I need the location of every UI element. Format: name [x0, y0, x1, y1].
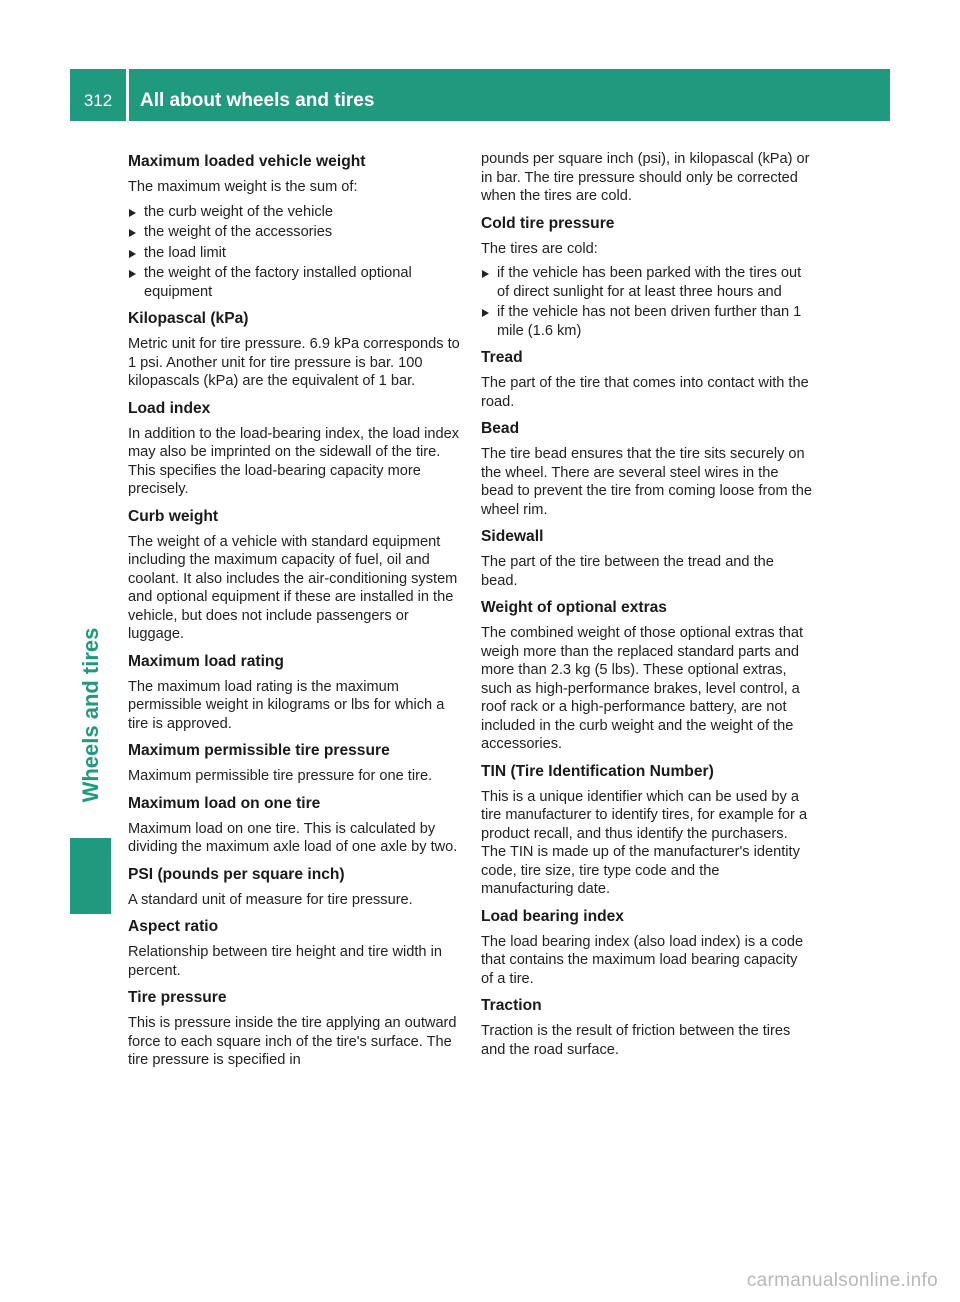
heading-tire-pressure: Tire pressure: [128, 989, 227, 1006]
heading-curb-weight: Curb weight: [128, 507, 219, 525]
bullet-item: the curb weight of the vehicle: [128, 203, 460, 222]
bullet-list-cold-tire-pressure: [481, 264, 813, 340]
chapter-tab-text: Wheels and tires: [77, 627, 103, 803]
paragraph-bead: The tire bead ensures that the tire sits securely on the wheel. There are several steel wires in the bead to prevent the tire from coming loose from the wheel rim.: [481, 446, 812, 518]
right-column: [481, 150, 813, 1065]
left-column: [128, 150, 460, 1076]
heading-traction: Traction: [481, 997, 542, 1014]
paragraph-kilopascal-kpa: Metric unit for tire pressure. 6.9 kPa corresponds to 1 psi. Another unit for tire pressure is bar. 100 kilopascals (kPa) are the equivalent of 1 bar.: [128, 336, 460, 389]
heading-cold-tire-pressure: Cold tire pressure: [481, 214, 615, 232]
heading-aspect-ratio: Aspect ratio: [128, 918, 219, 935]
heading-tin-tire-identification-number: TIN (Tire Identification Number): [481, 762, 714, 780]
bullet-list-maximum-loaded-vehicle-weight: [128, 203, 460, 302]
heading-kilopascal-kpa: Kilopascal (kPa): [128, 310, 249, 327]
chapter-marker-block: [70, 838, 111, 914]
heading-maximum-load-on-one-tire: Maximum load on one tire: [128, 794, 321, 812]
heading-tread: Tread: [481, 349, 523, 366]
heading-maximum-loaded-vehicle-weight: Maximum loaded vehicle weight: [128, 153, 366, 170]
paragraph-tire-pressure: This is pressure inside the tire applying an outward force to each square inch of the tire's surface. The tire pressure is specified in: [128, 1015, 457, 1068]
paragraph-continued: pounds per square inch (psi), in kilopascal (kPa) or in bar. The tire pressure should only be corrected when the tires are cold.: [481, 151, 810, 204]
paragraph-maximum-load-rating: The maximum load rating is the maximum permissible weight in kilograms or lbs for which a tire is approved.: [128, 678, 445, 732]
bullet-item: if the vehicle has not been driven further than 1 mile (1.6 km): [481, 303, 813, 340]
heading-psi-pounds-per-square-inch: PSI (pounds per square inch): [128, 865, 345, 883]
heading-maximum-permissible-tire-pressure: Maximum permissible tire pressure: [128, 742, 390, 759]
heading-bead: Bead: [481, 420, 520, 437]
heading-maximum-load-rating: Maximum load rating: [128, 652, 284, 670]
watermark: carmanualsonline.info: [746, 1270, 938, 1291]
paragraph-tread: The part of the tire that comes into contact with the road.: [481, 375, 809, 410]
paragraph-maximum-load-on-one-tire: Maximum load on one tire. This is calculated by dividing the maximum axle load of one axle by two.: [128, 820, 458, 855]
paragraph-psi-pounds-per-square-inch: A standard unit of measure for tire pressure.: [128, 891, 413, 908]
paragraph-tin-tire-identification-number: This is a unique identifier which can be used by a tire manufacturer to identify tires, for example for a product recall, and thus identify the purchasers. The TIN is made up of the manufacturer's identity code, tire size, tire type code and the manufacturing date.: [481, 788, 808, 897]
bullet-item: if the vehicle has been parked with the tires out of direct sunlight for at least three hours and: [481, 264, 813, 301]
header-divider: [126, 69, 129, 121]
paragraph-aspect-ratio: Relationship between tire height and tire width in percent.: [128, 944, 442, 979]
heading-sidewall: Sidewall: [481, 528, 544, 545]
page-title: All about wheels and tires: [140, 90, 375, 111]
paragraph-cold-tire-pressure: The tires are cold:: [481, 240, 598, 257]
heading-weight-of-optional-extras: Weight of optional extras: [481, 599, 667, 616]
bullet-item: the weight of the accessories: [128, 223, 460, 242]
paragraph-load-index: In addition to the load-bearing index, the load index may also be imprinted on the sidewall of the tire. This specifies the load-bearing capacity more precisely.: [128, 425, 460, 497]
paragraph-load-bearing-index: The load bearing index (also load index) is a code that contains the maximum load bearing capacity of a tire.: [481, 933, 804, 987]
heading-load-index: Load index: [128, 399, 211, 417]
paragraph-weight-of-optional-extras: The combined weight of those optional extras that weigh more than the replaced standard parts and more than 2.3 kg (5 lbs). These optional extras, such as high-performance brakes, level control, a roof rack or a high-performance battery, are not included in the curb weight and the weight of the accessories.: [481, 625, 804, 752]
page-header: [70, 69, 890, 121]
bullet-item: the load limit: [128, 244, 460, 263]
paragraph-maximum-loaded-vehicle-weight: The maximum weight is the sum of:: [128, 179, 358, 195]
heading-load-bearing-index: Load bearing index: [481, 907, 624, 925]
page-number: 312: [83, 91, 113, 110]
paragraph-sidewall: The part of the tire between the tread and the bead.: [481, 554, 774, 589]
paragraph-curb-weight: The weight of a vehicle with standard equipment including the maximum capacity of fuel, oil and coolant. It also includes the air-conditioning system and optional equipment if these are installed in the vehicle, but does not include passengers or luggage.: [128, 533, 458, 642]
bullet-item: the weight of the factory installed optional equipment: [128, 264, 460, 301]
paragraph-traction: Traction is the result of friction between the tires and the road surface.: [481, 1023, 791, 1058]
paragraph-maximum-permissible-tire-pressure: Maximum permissible tire pressure for one tire.: [128, 768, 433, 784]
